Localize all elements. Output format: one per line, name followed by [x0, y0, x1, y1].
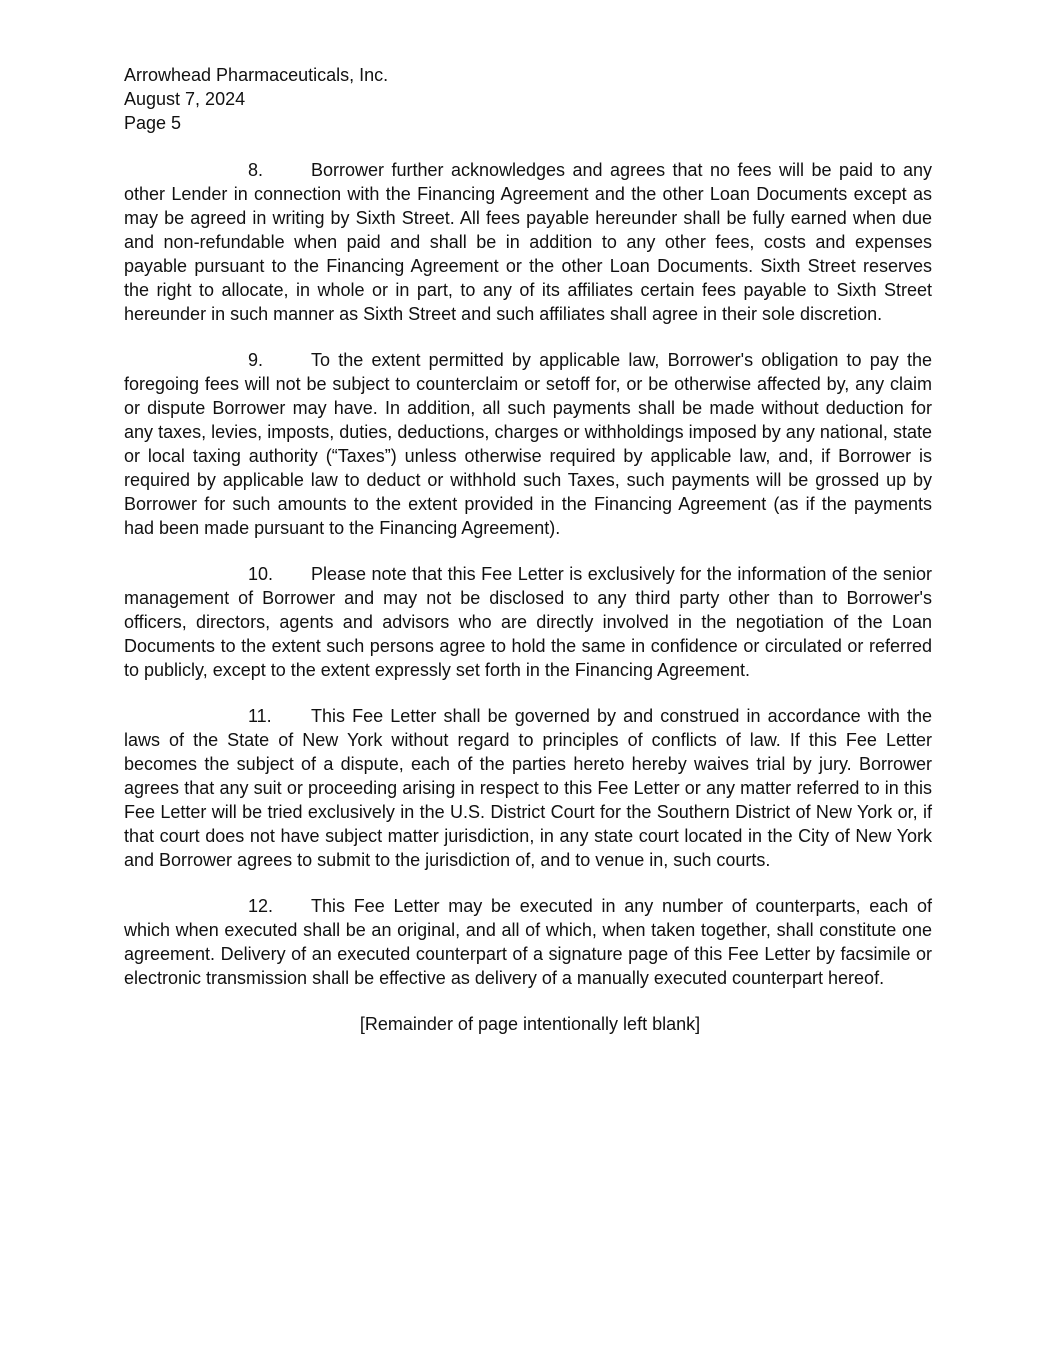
paragraph-text: This Fee Letter may be executed in any number of counterparts, each of which when executed shall be an original, and all of which, when taken together, shall constitute one agreement. Delivery of an executed counterpart of a signature page of this Fee Letter by facsimile or electronic transmission shall be effective as delivery of a manually executed counterpart hereof. — [124, 896, 932, 988]
paragraph-10 — [124, 562, 932, 682]
paragraph-number: 11. — [248, 706, 272, 726]
paragraph-number: 12. — [248, 896, 274, 916]
company-name: Arrowhead Pharmaceuticals, Inc. — [124, 65, 389, 85]
paragraph-text: Please note that this Fee Letter is exclusively for the information of the senior management of Borrower and may not be disclosed to any third party other than to Borrower's officers, directors, agents and advisors who are directly involved in the negotiation of the Loan Documents to the extent such persons agree to hold the same in confidence or circulated or referred to publicly, except to the extent expressly set forth in the Financing Agreement. — [124, 564, 932, 680]
letter-body — [124, 158, 932, 1036]
paragraph-number: 9. — [248, 350, 264, 370]
closing-note: [Remainder of page intentionally left blank] — [359, 1014, 701, 1034]
paragraph-number: 10. — [248, 564, 274, 584]
paragraph-12 — [124, 894, 932, 990]
paragraph-11 — [124, 704, 932, 872]
paragraph-number: 8. — [248, 160, 264, 180]
page-number: Page 5 — [124, 113, 182, 133]
paragraph-text: This Fee Letter shall be governed by and construed in accordance with the laws of the State of New York without regard to principles of conflicts of law. If this Fee Letter becomes the subject of a dispute, each of the parties hereto hereby waives trial by jury. Borrower agrees that any suit or proceeding arising in respect to this Fee Letter or any matter referred to in this Fee Letter will be tried exclusively in the U.S. District Court for the Southern District of New York or, if that court does not have subject matter jurisdiction, in any state court located in the City of New York and Borrower agrees to submit to the jurisdiction of, and to venue in, such courts. — [124, 706, 932, 870]
paragraph-8 — [124, 158, 932, 326]
paragraph-text: To the extent permitted by applicable law, Borrower's obligation to pay the foregoing fees will not be subject to counterclaim or setoff for, or be otherwise affected by, any claim or dispute Borrower may have. In addition, all such payments shall be made without deduction for any taxes, levies, imposts, duties, deductions, charges or withholdings imposed by any national, state or local taxing authority (“Taxes”) unless otherwise required by applicable law, and, if Borrower is required by applicable law to deduct or withhold such Taxes, such payments will be grossed up by Borrower for such amounts to the extent provided in the Financing Agreement (as if the payments had been made pursuant to the Financing Agreement). — [124, 350, 932, 538]
letter-date: August 7, 2024 — [124, 89, 246, 109]
paragraph-9 — [124, 348, 932, 540]
paragraph-text: Borrower further acknowledges and agrees that no fees will be paid to any other Lender in connection with the Financing Agreement and the other Loan Documents except as may be agreed in writing by Sixth Street. All fees payable hereunder shall be fully earned when due and non-refundable when paid and shall be in addition to any other fees, costs and expenses payable pursuant to the Financing Agreement or the other Loan Documents. Sixth Street reserves the right to allocate, in whole or in part, to any of its affiliates certain fees payable to Sixth Street hereunder in such manner as Sixth Street and such affiliates shall agree in their sole discretion. — [124, 160, 932, 324]
letter-header — [124, 63, 524, 135]
